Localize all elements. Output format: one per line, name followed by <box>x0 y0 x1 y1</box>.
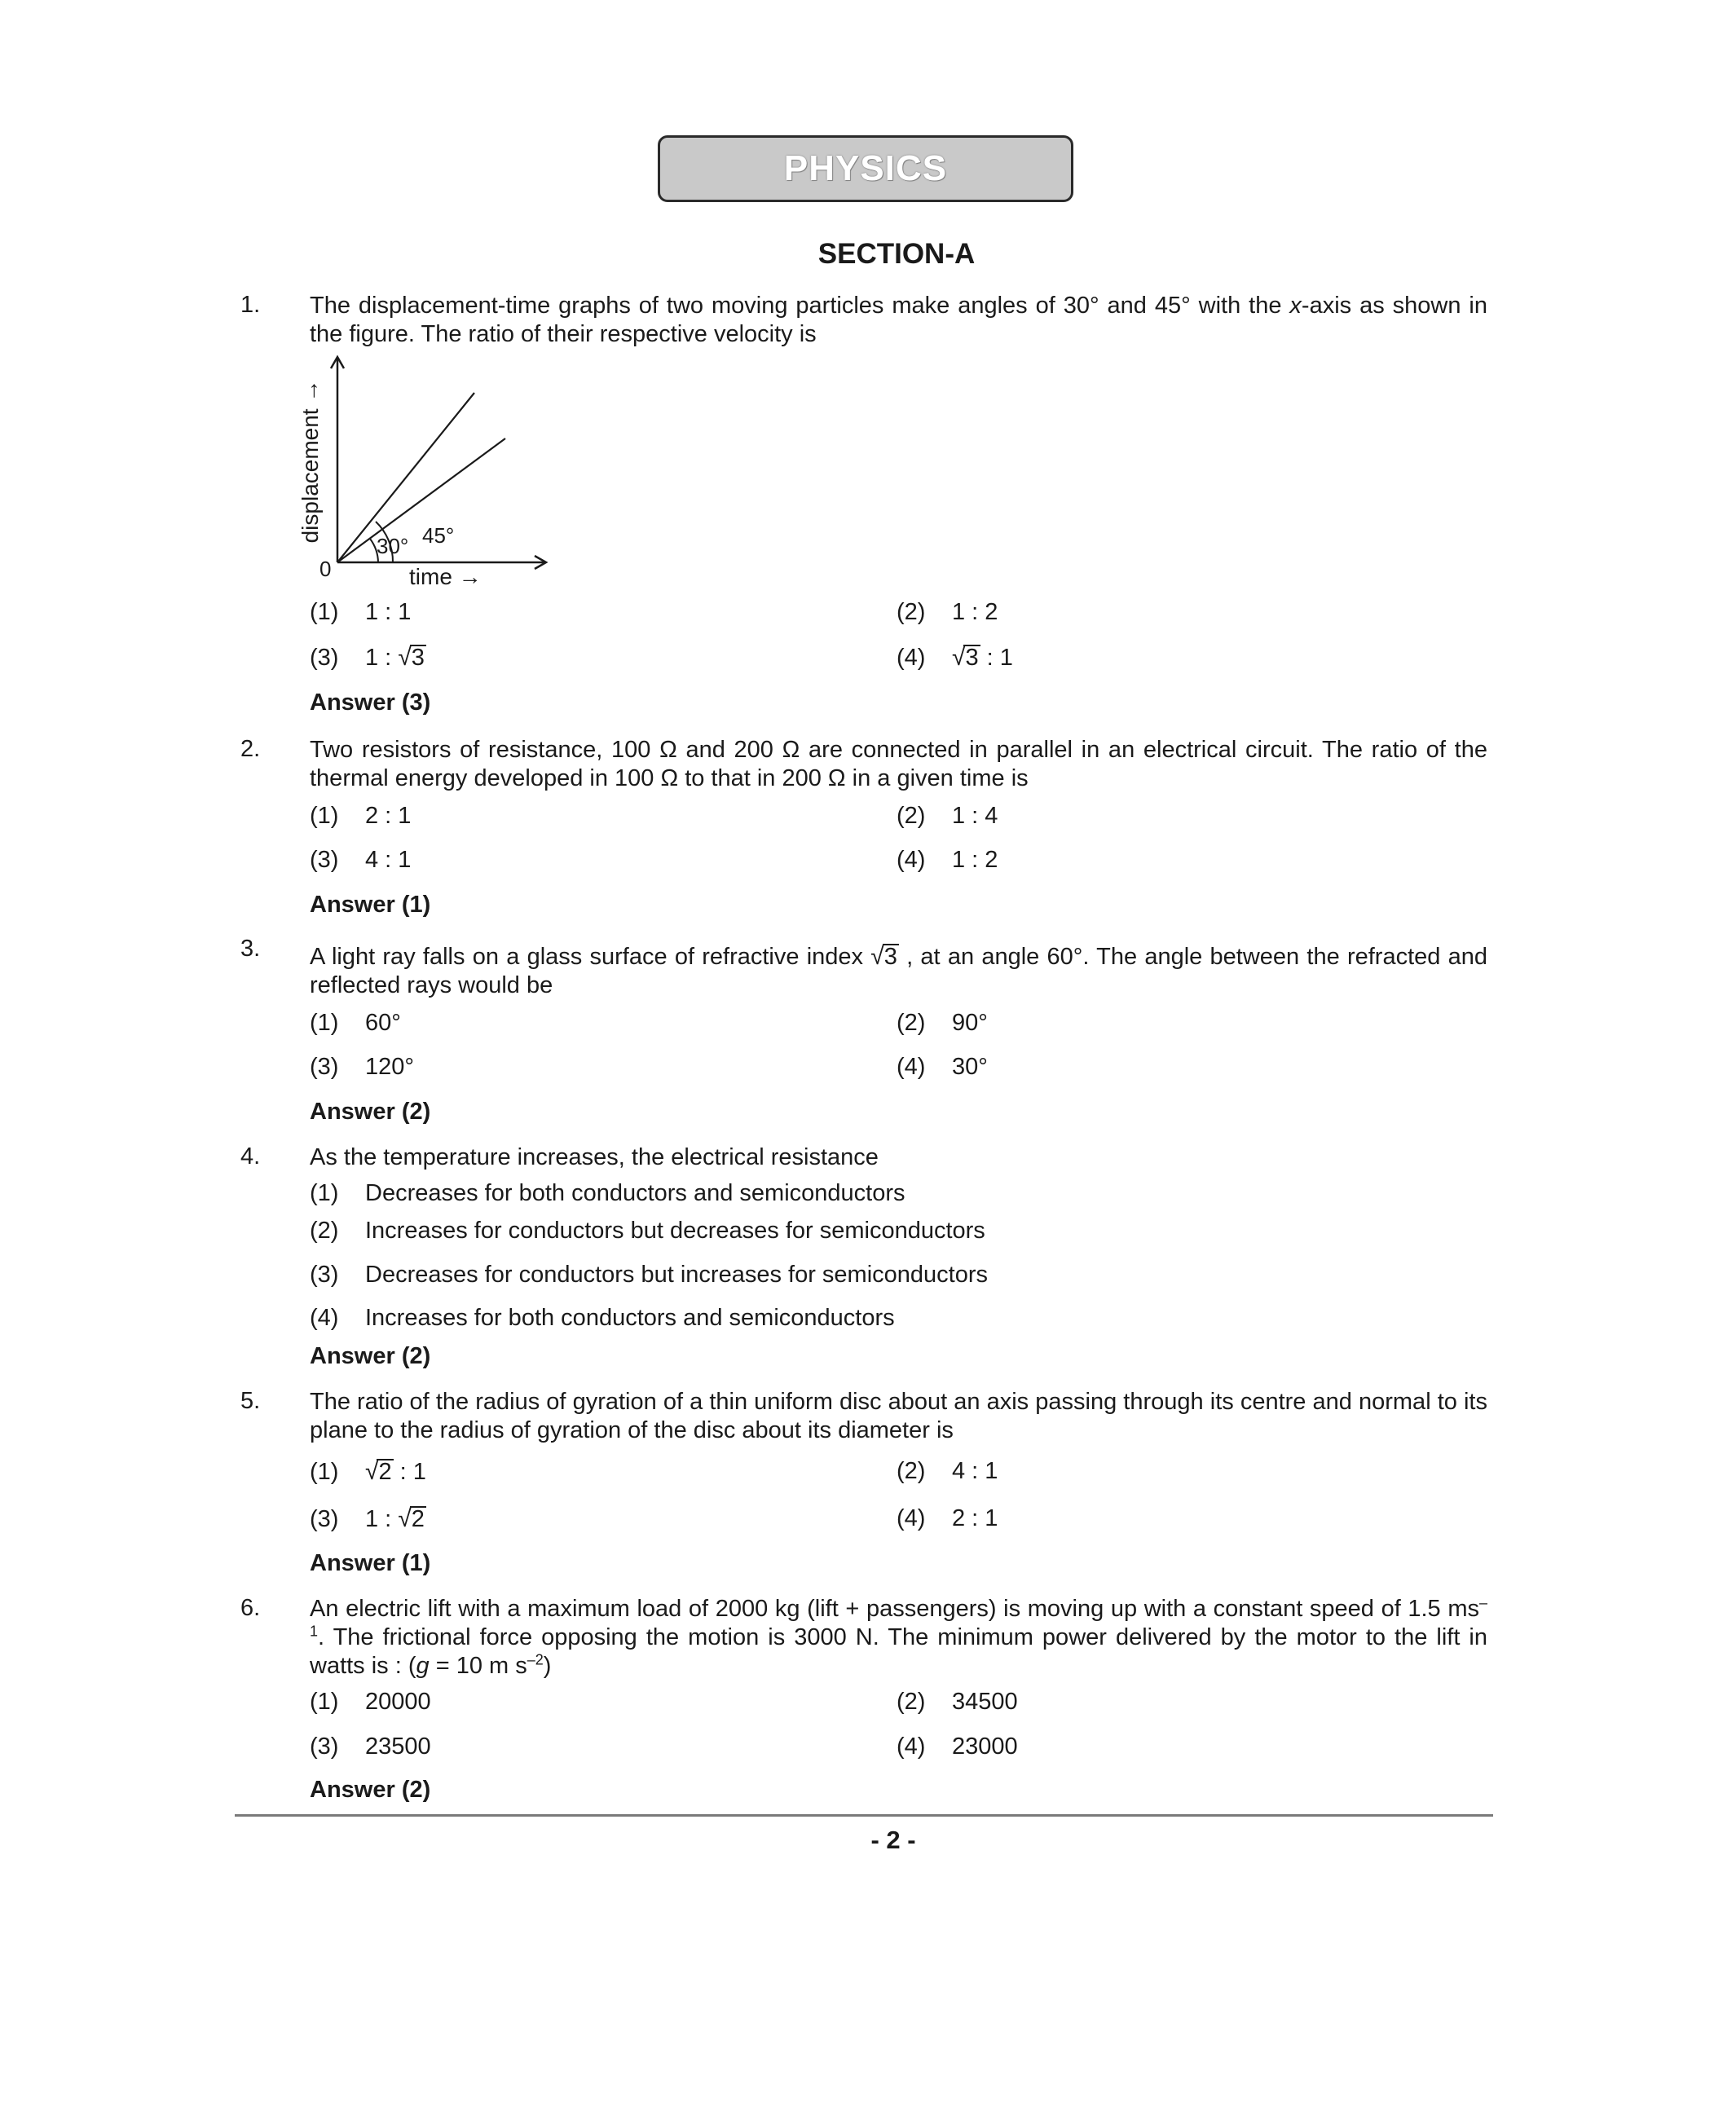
option-1[interactable]: (1) Decreases for both conductors and semiconductors <box>310 1180 905 1206</box>
option-3[interactable]: (3) Decreases for conductors but increases for semiconductors <box>310 1262 989 1288</box>
page-number: - 2 - <box>870 1826 916 1854</box>
angle-label-45: 45° <box>422 523 455 548</box>
question-number: 5. <box>240 1388 261 1414</box>
option-4[interactable]: (4) Increases for both conductors and semiconductors <box>310 1305 895 1331</box>
option-2[interactable]: (2) Increases for conductors but decreases for semiconductors <box>310 1218 985 1244</box>
origin-label: 0 <box>319 557 332 581</box>
option-3[interactable]: (3) 1 : √3 <box>310 644 425 671</box>
question-number: 4. <box>240 1143 261 1170</box>
option-1[interactable]: (1) 60° <box>310 1010 401 1036</box>
option-2[interactable]: (2) 34500 <box>897 1689 1018 1715</box>
option-2[interactable]: (2) 4 : 1 <box>897 1458 998 1484</box>
option-4[interactable]: (4) 1 : 2 <box>897 847 998 873</box>
question-text: As the temperature increases, the electrical resistance <box>310 1144 879 1170</box>
question-number: 1. <box>240 292 261 318</box>
question-text: The displacement-time graphs of two moving particles make angles of 30° and 45° with the x-axis as shown in the figure. The ratio of their respective velocity is <box>310 293 1487 347</box>
question-number: 6. <box>240 1595 261 1621</box>
answer-label: Answer (1) <box>310 892 431 918</box>
option-3[interactable]: (3) 4 : 1 <box>310 847 412 873</box>
displacement-time-graph <box>302 350 562 595</box>
section-title: SECTION-A <box>817 238 976 270</box>
question-text: The ratio of the radius of gyration of a thin uniform disc about an axis passing through its centre and normal to its plane to the radius of gyration of the disc about its diameter is <box>310 1389 1487 1443</box>
option-3[interactable]: (3) 23500 <box>310 1734 431 1760</box>
x-axis-label: time → <box>409 564 482 589</box>
option-2[interactable]: (2) 1 : 2 <box>897 599 998 625</box>
footer-rule <box>235 1814 1493 1817</box>
answer-label: Answer (2) <box>310 1099 431 1125</box>
subject-title: PHYSICS <box>783 148 948 188</box>
y-axis-label: displacement → <box>297 379 323 544</box>
option-3[interactable]: (3) 120° <box>310 1054 414 1080</box>
answer-label: Answer (2) <box>310 1777 431 1803</box>
option-4[interactable]: (4) √3 : 1 <box>897 644 1013 671</box>
option-4[interactable]: (4) 2 : 1 <box>897 1505 998 1531</box>
question-number: 2. <box>240 736 261 762</box>
question-text: Two resistors of resistance, 100 Ω and 200 Ω are connected in parallel in an electrical circuit. The ratio of the thermal energy developed in 100 Ω to that in 200 Ω in a given time is <box>310 737 1487 791</box>
answer-label: Answer (3) <box>310 689 431 716</box>
option-4[interactable]: (4) 30° <box>897 1054 988 1080</box>
question-number: 3. <box>240 936 261 962</box>
option-1[interactable]: (1) 20000 <box>310 1689 431 1715</box>
option-2[interactable]: (2) 1 : 4 <box>897 803 998 829</box>
angle-label-30: 30° <box>377 534 409 558</box>
option-1[interactable]: (1) √2 : 1 <box>310 1458 426 1485</box>
displacement-time-figure <box>297 350 562 595</box>
question-text: A light ray falls on a glass surface of refractive index √3 , at an angle 60°. The angle between the refracted and reflected rays would be <box>310 943 1487 998</box>
subject-banner <box>658 135 1073 202</box>
answer-label: Answer (2) <box>310 1343 431 1369</box>
option-3[interactable]: (3) 1 : √2 <box>310 1505 425 1532</box>
answer-label: Answer (1) <box>310 1550 431 1576</box>
option-1[interactable]: (1) 2 : 1 <box>310 803 412 829</box>
option-1[interactable]: (1) 1 : 1 <box>310 599 412 625</box>
option-4[interactable]: (4) 23000 <box>897 1734 1018 1760</box>
question-text: An electric lift with a maximum load of 2000 kg (lift + passengers) is moving up with a constant speed of 1.5 $ms^{-1}$. The frictional force opposing the motion is 3000 N. The minimum power delivered by the motor to the lift in watts is : (g = 10 m $s^{-2}$) <box>310 1594 1487 1679</box>
option-2[interactable]: (2) 90° <box>897 1010 988 1036</box>
